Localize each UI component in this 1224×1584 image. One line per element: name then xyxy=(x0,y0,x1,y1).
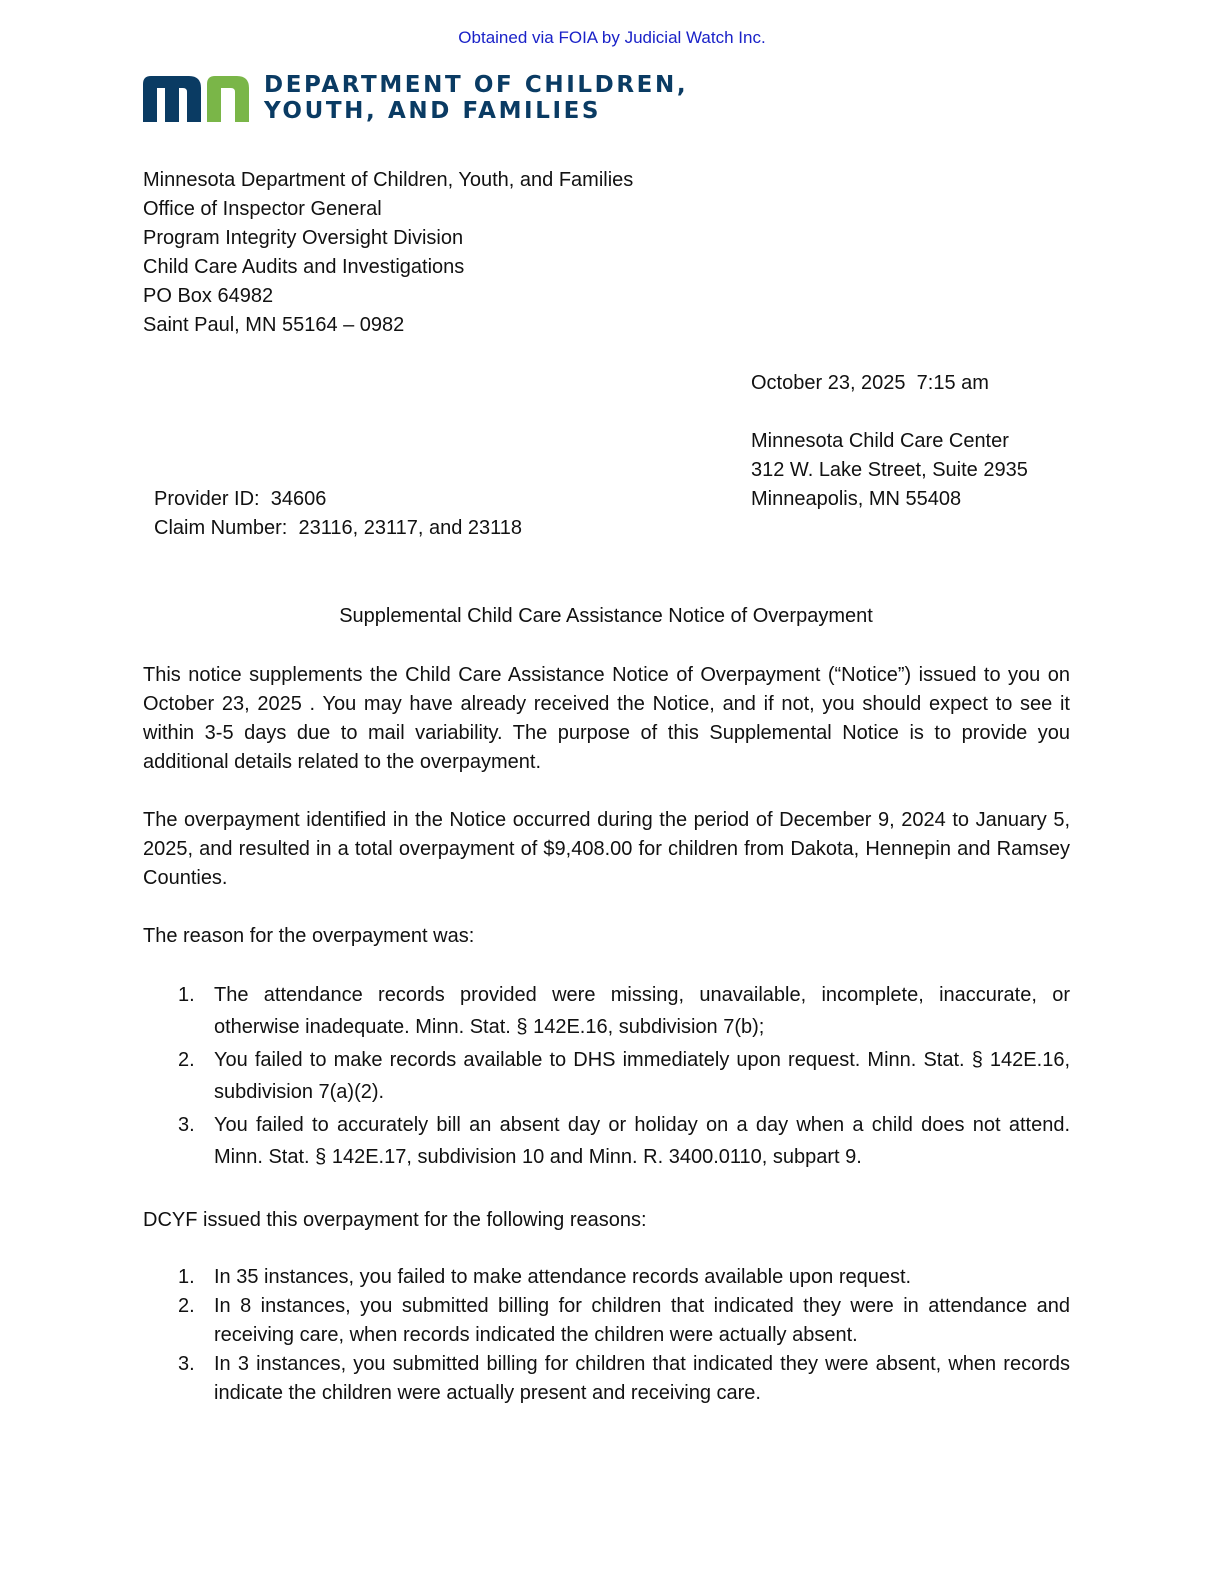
list-item xyxy=(143,1292,1070,1350)
sender-line: Program Integrity Oversight Division xyxy=(143,227,464,249)
sender-address xyxy=(143,166,633,340)
list-text: In 3 instances, you submitted billing for children that indicated they were absent, when records indicate the children were actually present and receiving care. xyxy=(214,1353,1070,1404)
sender-line: Office of Inspector General xyxy=(143,198,382,220)
list-item xyxy=(143,979,1070,1043)
recipient-line: Minnesota Child Care Center xyxy=(751,430,1009,452)
recipient-line: 312 W. Lake Street, Suite 2935 xyxy=(751,459,1028,481)
list-text: You failed to make records available to DHS immediately upon request. Minn. Stat. § 142E.16, subdivision 7(a)(2). xyxy=(214,1049,1070,1103)
list-number: 2. xyxy=(178,1049,195,1071)
claim-number: Claim Number: 23116, 23117, and 23118 xyxy=(154,517,523,539)
recipient-line: Minneapolis, MN 55408 xyxy=(751,488,962,510)
period-paragraph: The overpayment identified in the Notice occurred during the period of December 9, 2024 to January 5, 2025, and resulted in a total overpayment of $9,408.00 for children from Dakota, Hennepin and Ramsey Counties. xyxy=(143,809,1070,889)
logo-line-1: DEPARTMENT OF CHILDREN, xyxy=(264,72,689,98)
list-item xyxy=(143,1044,1070,1108)
list-number: 1. xyxy=(178,1266,195,1288)
list-number: 3. xyxy=(178,1353,195,1375)
list-text: In 8 instances, you submitted billing for children that indicated they were in attendance and receiving care, when records indicated the children were actually absent. xyxy=(214,1295,1070,1346)
reference-ids xyxy=(154,485,522,543)
reason-heading: The reason for the overpayment was: xyxy=(143,925,475,947)
findings-list xyxy=(143,1263,1070,1408)
list-text: The attendance records provided were missing, unavailable, incomplete, inaccurate, or otherwise inadequate. Minn. Stat. § 142E.16, subdivision 7(b); xyxy=(214,984,1070,1038)
list-item xyxy=(143,1109,1070,1173)
foia-notice: Obtained via FOIA by Judicial Watch Inc. xyxy=(458,28,766,47)
sender-line: Child Care Audits and Investigations xyxy=(143,256,465,278)
dcyf-logo xyxy=(143,72,688,124)
findings-heading: DCYF issued this overpayment for the following reasons: xyxy=(143,1209,647,1231)
logo-line-2: YOUTH, AND FAMILIES xyxy=(264,98,602,124)
reason-list xyxy=(143,979,1070,1174)
recipient-address xyxy=(751,427,1028,514)
list-text: You failed to accurately bill an absent day or holiday on a day when a child does not attend. Minn. Stat. § 142E.17, subdivision 10 and Minn. R. 3400.0110, subpart 9. xyxy=(214,1114,1070,1168)
letter-date: October 23, 2025 7:15 am xyxy=(751,372,989,394)
list-number: 1. xyxy=(178,984,195,1006)
sender-line: Saint Paul, MN 55164 – 0982 xyxy=(143,314,405,336)
intro-paragraph: This notice supplements the Child Care Assistance Notice of Overpayment (“Notice”) issued to you on October 23, 2025 . You may have already received the Notice, and if not, you should expect to see it within 3-5 days due to mail variability. The purpose of this Supplemental Notice is to provide you additional details related to the overpayment. xyxy=(143,664,1070,773)
logo-wordmark xyxy=(264,72,688,124)
list-item xyxy=(143,1263,1070,1292)
mn-logo-icon xyxy=(143,74,249,122)
sender-line: Minnesota Department of Children, Youth, and Families xyxy=(143,169,634,191)
list-number: 3. xyxy=(178,1114,195,1136)
list-item xyxy=(143,1350,1070,1408)
list-text: In 35 instances, you failed to make attendance records available upon request. xyxy=(214,1266,912,1288)
notice-title: Supplemental Child Care Assistance Notice of Overpayment xyxy=(339,605,873,627)
list-number: 2. xyxy=(178,1295,195,1317)
provider-id: Provider ID: 34606 xyxy=(154,488,327,510)
sender-line: PO Box 64982 xyxy=(143,285,274,307)
